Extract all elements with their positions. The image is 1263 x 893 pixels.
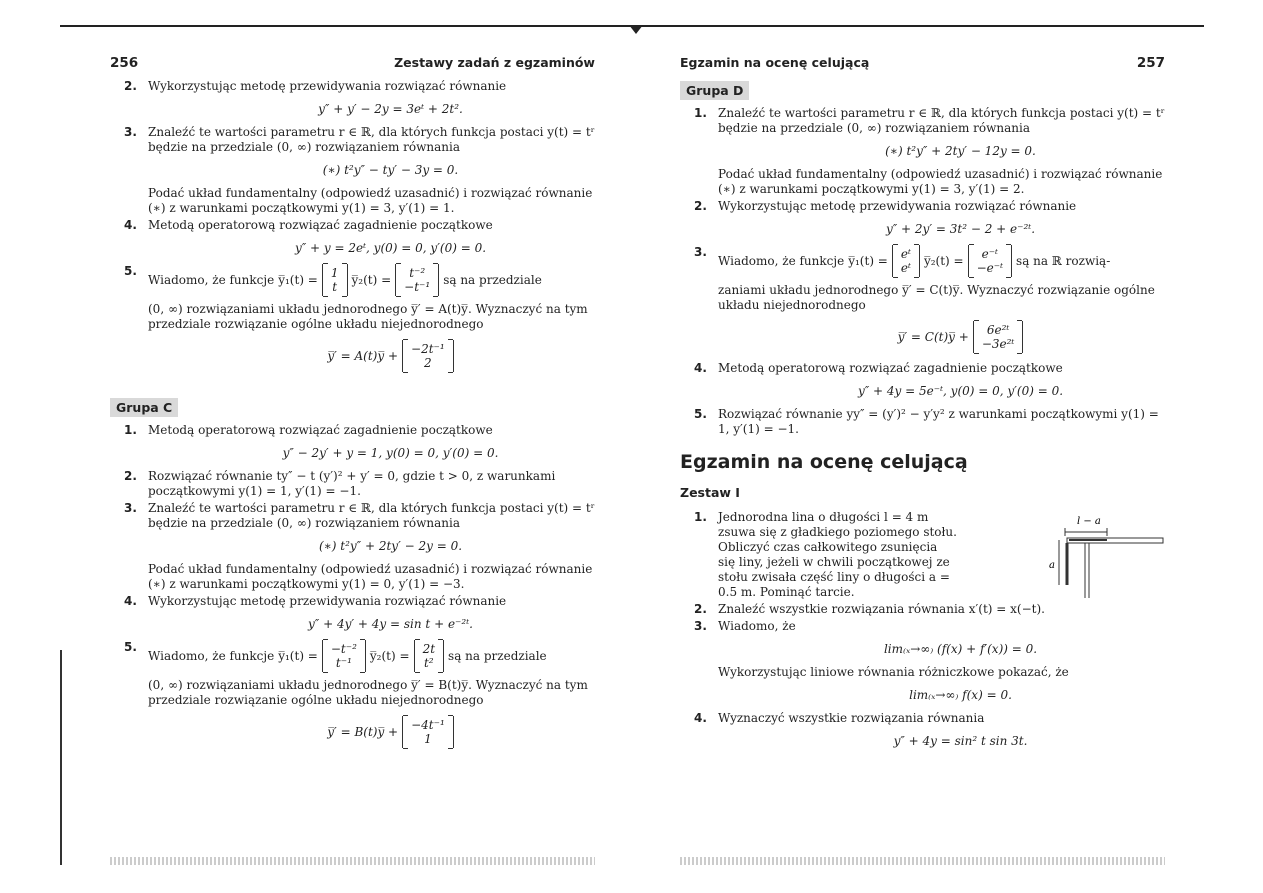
matrix-entry: 6e²ᵗ <box>986 323 1010 337</box>
matrix-rhs <box>402 716 454 748</box>
running-head: Egzamin na ocenę celującą <box>680 55 870 70</box>
left-footer-band <box>110 857 595 865</box>
equation: (∗) t²y″ + 2ty′ − 12y = 0. <box>885 144 1036 158</box>
matrix-entry: −3e²ᵗ <box>981 337 1015 351</box>
zestaw-problems <box>680 602 1165 749</box>
matrix-entry: −2t⁻¹ <box>411 342 445 356</box>
matrix-entry: 2 <box>424 356 432 370</box>
equation: (∗) t²y″ + 2ty′ − 2y = 0. <box>318 539 463 553</box>
equation-lhs: y̅′ = A(t)y̅ + <box>327 348 399 363</box>
problem-text: Wykorzystując metodę przewidywania rozwiązać równanie <box>148 594 507 608</box>
section-title: Egzamin na ocenę celującą <box>680 451 968 473</box>
matrix-rhs <box>402 340 454 372</box>
problem-number: 4. <box>124 594 137 608</box>
problem-text: Metodą operatorową rozwiązać zagadnienie początkowe <box>148 423 493 437</box>
problem <box>110 218 595 256</box>
problem-number: 2. <box>694 199 707 213</box>
left-problem-5 <box>110 264 595 372</box>
problem-text: Wiadomo, że <box>718 619 796 633</box>
problem-number: 2. <box>124 79 137 93</box>
problem <box>680 199 1165 237</box>
vector-functions-line <box>148 640 595 672</box>
matrix-entry: e⁻ᵗ <box>981 247 999 261</box>
matrix-2 <box>968 245 1012 277</box>
problem-text: Wyznaczyć wszystkie rozwiązania równania <box>718 711 985 725</box>
vector-label-1: y̅₁(t) = <box>278 648 318 663</box>
problem-text: Wykorzystując metodę przewidywania rozwiązać równanie <box>718 199 1077 213</box>
matrix-entry: eᵗ <box>900 247 911 261</box>
problem-text: są na przedziale <box>443 272 542 287</box>
left-header <box>110 55 595 79</box>
problem-text-cont: Podać układ fundamentalny (odpowiedź uzasadnić) i rozwiązać równanie (∗) z warunkami początkowymi y(1) = 3, y′(1) = 2. <box>718 167 1163 196</box>
problem-number: 3. <box>694 245 707 259</box>
problem-number: 2. <box>124 469 137 483</box>
left-problems <box>110 79 595 256</box>
matrix-entry: 1 <box>330 266 339 280</box>
problem-number: 3. <box>124 125 137 139</box>
zestaw-label: Zestaw I <box>680 485 740 500</box>
vector-label-2: y̅₂(t) = <box>369 648 410 663</box>
matrix-entry: t² <box>423 656 434 670</box>
group-d-problem-3 <box>680 245 1165 353</box>
equation: y″ + 4y = 5e⁻ᵗ, y(0) = 0, y′(0) = 0. <box>857 384 1064 398</box>
problem-text: Znaleźć te wartości parametru r ∈ ℝ, dla których funkcja postaci y(t) = tʳ będzie na przedziale (0, ∞) rozwiązaniem równania <box>148 125 595 154</box>
problem-number: 2. <box>694 602 707 616</box>
matrix-entry: 1 <box>424 732 432 746</box>
equation: y″ + 4y = sin² t sin 3t. <box>893 734 1028 748</box>
problem <box>110 79 595 117</box>
problem-text-cont: Podać układ fundamentalny (odpowiedź uzasadnić) i rozwiązać równanie (∗) z warunkami początkowymi y(1) = 0, y′(1) = −3. <box>148 562 593 591</box>
page-number: 257 <box>1136 55 1165 71</box>
group-c-label: Grupa C <box>110 398 178 417</box>
vector-label-2: y̅₂(t) = <box>923 253 964 268</box>
problem-number: 4. <box>694 361 707 375</box>
vector-label-1: y̅₁(t) = <box>278 272 318 287</box>
problem-text: Znaleźć wszystkie rozwiązania równania x′(t) = x(−t). <box>718 602 1045 616</box>
equation <box>186 716 595 748</box>
matrix-entry: eᵗ <box>900 261 911 275</box>
equation: y″ + 4y′ + 4y = sin t + e⁻²ᵗ. <box>308 617 473 631</box>
page-number: 256 <box>110 55 139 71</box>
equation: y″ + y′ − 2y = 3eᵗ + 2t². <box>318 102 463 116</box>
problem-number: 3. <box>694 619 707 633</box>
group-d-problems <box>680 106 1165 237</box>
problem <box>110 264 595 372</box>
gutter-mark <box>629 25 643 34</box>
problem <box>110 423 595 461</box>
vector-label-2: y̅₂(t) = <box>351 272 392 287</box>
equation: y″ + y = 2eᵗ, y(0) = 0, y′(0) = 0. <box>294 241 487 255</box>
vector-functions-line <box>718 245 1165 277</box>
equation: (∗) t²y″ − ty′ − 3y = 0. <box>322 163 459 177</box>
matrix-2 <box>395 264 439 296</box>
zestaw-problem-1 <box>680 510 1165 600</box>
left-page <box>110 55 595 756</box>
problem <box>680 106 1165 197</box>
group-c-problems <box>110 423 595 632</box>
fig-label-top: l − a <box>1077 516 1101 527</box>
problem-number: 5. <box>124 640 137 654</box>
problem-text: Wiadomo, że funkcje <box>718 253 845 268</box>
problem-text: Rozwiązać równanie ty″ − t (y′)² + y′ = 0, gdzie t > 0, z warunkami początkowymi y(1) = 1, y′(1) = −1. <box>148 469 556 498</box>
matrix-1 <box>322 264 348 296</box>
equation-lhs: y̅′ = C(t)y̅ + <box>897 329 969 344</box>
rope-table-figure <box>1045 510 1165 600</box>
problem <box>110 594 595 632</box>
problem-text: Wiadomo, że funkcje <box>148 648 275 663</box>
matrix-2 <box>414 640 444 672</box>
problem-number: 1. <box>124 423 137 437</box>
problem <box>680 619 1165 703</box>
equation: y″ − 2y′ + y = 1, y(0) = 0, y′(0) = 0. <box>282 446 499 460</box>
group-d-label: Grupa D <box>680 81 749 100</box>
matrix-rhs <box>973 321 1024 353</box>
matrix-entry: −4t⁻¹ <box>411 718 445 732</box>
right-header <box>680 55 1165 79</box>
problem <box>680 361 1165 399</box>
problem-text: Metodą operatorową rozwiązać zagadnienie początkowe <box>148 218 493 232</box>
problem <box>110 125 595 216</box>
matrix-entry: 2t <box>422 642 436 656</box>
problem-text: są na przedziale <box>448 648 547 663</box>
right-footer-band <box>680 857 1165 865</box>
problem <box>110 501 595 592</box>
equation: lim₍ₓ→∞₎ f(x) = 0. <box>909 688 1012 702</box>
equation: lim₍ₓ→∞₎ (f(x) + f′(x)) = 0. <box>883 642 1038 656</box>
problem-text-cont: (0, ∞) rozwiązaniami układu jednorodnego y̅′ = B(t)y̅. Wyznaczyć na tym przedziale rozwiązanie ogólne układu niejednorodnego <box>148 678 588 707</box>
problem-text: Rozwiązać równanie yy″ = (y′)² − y′y² z warunkami początkowymi y(1) = 1, y′(1) = −1. <box>718 407 1159 436</box>
vector-functions-line <box>148 264 595 296</box>
problem-text-cont: (0, ∞) rozwiązaniami układu jednorodnego y̅′ = A(t)y̅. Wyznaczyć na tym przedziale rozwiązanie ogólne układu niejednorodnego <box>148 302 588 331</box>
group-d-problems-cont <box>680 361 1165 437</box>
matrix-entry: −e⁻ᵗ <box>976 261 1004 275</box>
problem-text: Wiadomo, że funkcje <box>148 272 275 287</box>
problem <box>680 711 1165 749</box>
matrix-entry: t <box>332 280 338 294</box>
running-head: Zestawy zadań z egzaminów <box>394 55 595 70</box>
problem-text: Znaleźć te wartości parametru r ∈ ℝ, dla których funkcja postaci y(t) = tʳ będzie na przedziale (0, ∞) rozwiązaniem równania <box>718 106 1165 135</box>
equation-lhs: y̅′ = B(t)y̅ + <box>327 724 399 739</box>
matrix-entry: −t⁻¹ <box>404 280 431 294</box>
matrix-entry: −t⁻² <box>330 642 357 656</box>
problem-text: Wykorzystując metodę przewidywania rozwiązać równanie <box>148 79 507 93</box>
equation <box>186 340 595 372</box>
problem-number: 1. <box>694 106 707 120</box>
left-edge-rule <box>60 650 62 865</box>
equation <box>756 321 1165 353</box>
matrix-1 <box>892 245 920 277</box>
problem-text-cont: Wykorzystując liniowe równania różniczkowe pokazać, że <box>718 665 1069 679</box>
matrix-entry: t⁻¹ <box>335 656 352 670</box>
problem-text-cont: Podać układ fundamentalny (odpowiedź uzasadnić) i rozwiązać równanie (∗) z warunkami początkowymi y(1) = 3, y′(1) = 1. <box>148 186 593 215</box>
problem-number: 3. <box>124 501 137 515</box>
matrix-1 <box>322 640 366 672</box>
problem <box>110 469 595 499</box>
problem-number: 1. <box>694 510 707 524</box>
problem-number: 5. <box>124 264 137 278</box>
problem-number: 5. <box>694 407 707 421</box>
problem-text: Metodą operatorową rozwiązać zagadnienie początkowe <box>718 361 1063 375</box>
problem <box>680 245 1165 353</box>
fig-label-side: a <box>1049 560 1055 571</box>
problem-number: 4. <box>694 711 707 725</box>
problem-text: są na ℝ rozwią- <box>1016 253 1111 268</box>
problem-text-cont: zaniami układu jednorodnego y̅′ = C(t)y̅. Wyznaczyć rozwiązanie ogólne układu niejednorodnego <box>718 283 1155 312</box>
matrix-entry: t⁻² <box>409 266 426 280</box>
problem-text: Jednorodna lina o długości l = 4 m zsuwa się z gładkiego poziomego stołu. Obliczyć czas całkowitego zsunięcia się liny, jeżeli w chwili początkowej ze stołu zwisała część liny o długości a = 0.5 m. Pominąć tarcie. <box>718 510 957 599</box>
vector-label-1: y̅₁(t) = <box>848 253 888 268</box>
problem <box>680 602 1165 617</box>
problem-number: 4. <box>124 218 137 232</box>
problem <box>110 640 595 748</box>
equation: y″ + 2y′ = 3t² − 2 + e⁻²ᵗ. <box>885 222 1036 236</box>
problem-text: Znaleźć te wartości parametru r ∈ ℝ, dla których funkcja postaci y(t) = tʳ będzie na przedziale (0, ∞) rozwiązaniem równania <box>148 501 595 530</box>
group-c-problem-5 <box>110 640 595 748</box>
right-page <box>680 55 1165 757</box>
problem <box>680 407 1165 437</box>
